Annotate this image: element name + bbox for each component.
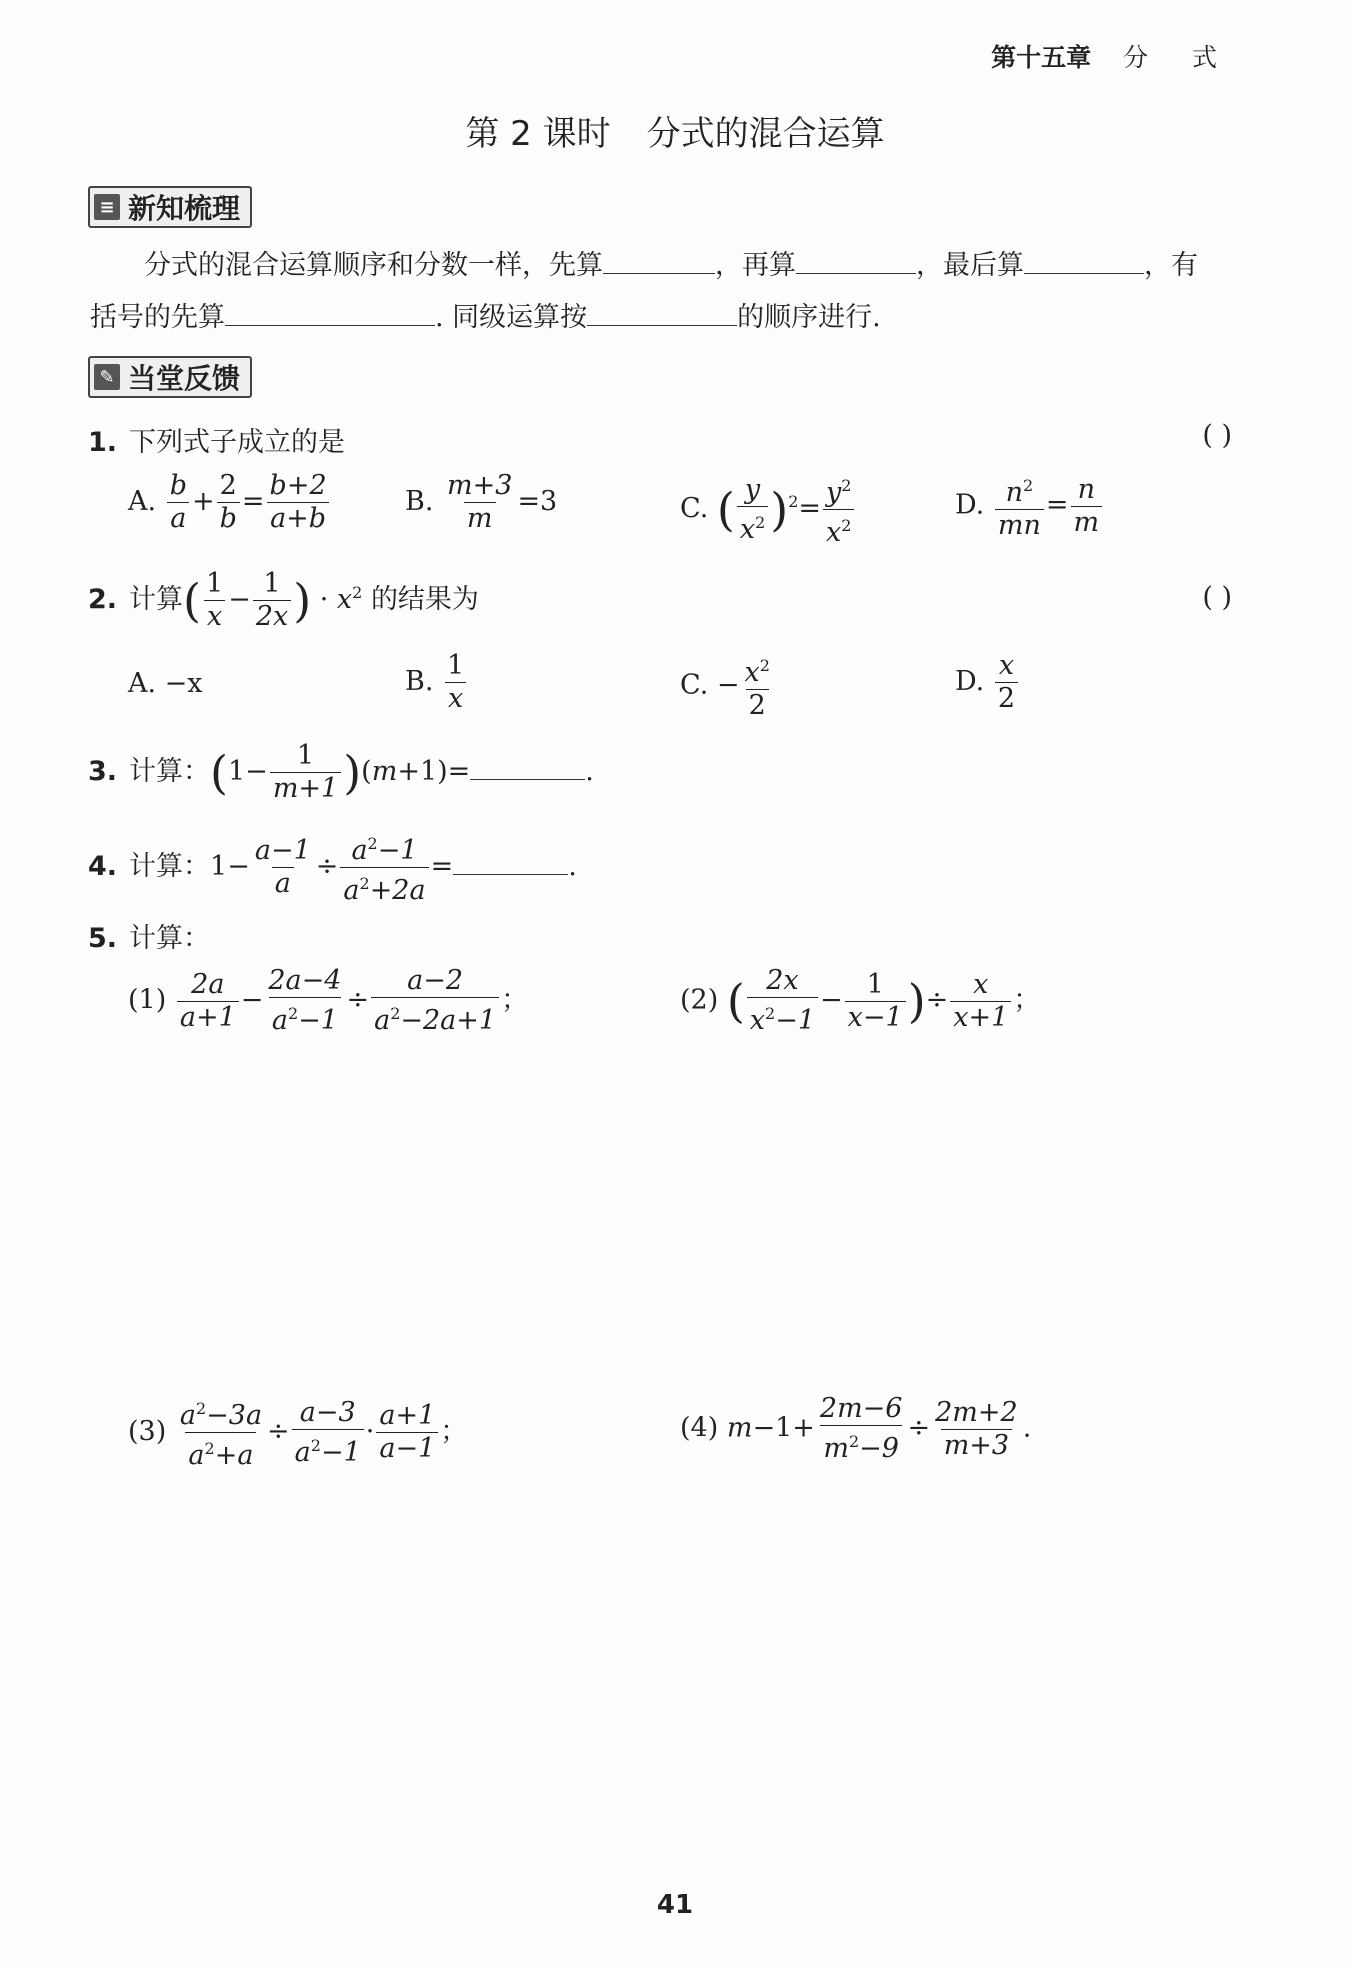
q2-option-a[interactable] <box>128 668 203 699</box>
pencil-icon: ✎ <box>94 364 120 390</box>
section-new-knowledge <box>88 186 252 228</box>
question-text: 的结果为 <box>370 584 479 615</box>
q2-option-b[interactable] <box>405 650 469 715</box>
running-header <box>991 38 1235 74</box>
fraction: $\frac{a-3}{a^2-1}$ <box>292 1397 364 1469</box>
text: ，有 <box>1144 250 1198 281</box>
q2-option-c[interactable] <box>680 650 775 722</box>
q1-option-d[interactable]: D. $\frac{n^2}{mn}$ = $\frac{n}{m}$ <box>955 470 1104 542</box>
option-label: D. <box>955 489 985 521</box>
question-text: 下列式子成立的是 <box>129 427 346 458</box>
text: 的顺序进行. <box>737 302 881 333</box>
fraction: $\frac{2a-4}{a^2-1}$ <box>268 965 342 1036</box>
fraction: $\frac{m+3}{m}$ <box>447 470 513 534</box>
fraction: $\frac{a^2-3a}{a^2+a}$ <box>179 1399 263 1471</box>
page-number: 41 <box>656 1890 694 1920</box>
question-number: 3. <box>88 756 118 787</box>
fraction: $\frac{1}{x}$ <box>444 650 467 715</box>
option-label: A. <box>128 486 157 517</box>
fraction: $\frac{x}{2}$ <box>995 650 1018 715</box>
section-label: 新知梳理 <box>128 192 241 225</box>
answer-blank[interactable] <box>603 249 715 274</box>
q2-option-d[interactable] <box>955 650 1020 715</box>
text: 分式的混合运算顺序和分数一样，先算 <box>144 250 603 281</box>
question-2: 2. 计算( $\frac{1}{x}$ − $\frac{1}{2x}$ ) · $x^2$ 的结果为 <box>88 568 479 632</box>
part-label: (1) <box>128 984 167 1016</box>
answer-blank[interactable] <box>470 755 585 780</box>
question-text: 计算： <box>129 923 211 954</box>
fraction: $\frac{2a}{a+1}$ <box>177 969 239 1034</box>
fraction: $\frac{1}{2x}$ <box>253 568 291 633</box>
fraction: $\frac{1}{x}$ <box>203 568 226 633</box>
fraction: $\frac{a^2-1}{a^2+2a}$ <box>340 828 428 907</box>
q1-option-b[interactable]: B. $\frac{m+3}{m}$ =3 <box>405 470 558 534</box>
option-label: D. <box>955 666 985 697</box>
question-4: 4. 计算：1− $\frac{a-1}{a}$ ÷ $\frac{a^2-1}{a^2+2a}$ = . <box>88 828 577 907</box>
answer-blank[interactable] <box>225 301 435 326</box>
fraction: $\frac{a+1}{a-1}$ <box>376 1400 438 1465</box>
option-label: B. <box>405 666 434 697</box>
question-number: 2. <box>88 584 118 615</box>
fraction: $\frac{2m-6}{m^2-9}$ <box>819 1393 903 1464</box>
answer-blank[interactable] <box>796 249 916 274</box>
q1-option-a[interactable]: A. $\frac{b}{a}$ + $\frac{2}{b}$ = $\frac{b+2}{a+b}$ <box>128 470 332 535</box>
option-label: B. <box>405 486 434 517</box>
fraction: $\frac{b+2}{a+b}$ <box>267 470 330 535</box>
fraction: $\frac{2x}{x^2-1}$ <box>747 965 818 1037</box>
fraction: $\frac{y}{x^2}$ <box>737 474 768 546</box>
chapter-label: 第十五章 <box>991 43 1092 72</box>
answer-blank[interactable] <box>1024 249 1144 274</box>
lesson-name: 分式的混合运算 <box>646 114 885 154</box>
fraction: $\frac{x}{x+1}$ <box>950 969 1011 1034</box>
page-title <box>0 106 1350 155</box>
topic-label: 分 式 <box>1123 43 1235 72</box>
q1-option-c[interactable]: C. ( $\frac{y}{x^2}$ )$^2$= $\frac{y^2}{x^2}$ <box>680 470 856 549</box>
answer-blank[interactable] <box>587 301 737 326</box>
part-label: (4) <box>680 1412 719 1444</box>
option-label: C. <box>680 493 709 524</box>
fraction: $\frac{a-1}{a}$ <box>254 835 311 899</box>
question-text: 计算： <box>129 756 211 787</box>
question-text: 计算 <box>129 584 184 615</box>
question-3: 3. 计算：(1− $\frac{1}{m+1}$ )(m+1)= . <box>88 740 594 804</box>
option-label: A. −x <box>128 668 203 699</box>
fraction: $\frac{2m+2}{m+3}$ <box>935 1396 1018 1461</box>
part-label: (3) <box>128 1416 167 1447</box>
lesson-number: 第 2 课时 <box>465 114 611 154</box>
question-number: 4. <box>88 851 118 882</box>
fraction: $\frac{n}{m}$ <box>1071 474 1103 539</box>
fraction: $\frac{1}{m+1}$ <box>270 740 341 805</box>
text: ，再算 <box>715 250 796 281</box>
fraction: $\frac{2}{b}$ <box>217 470 240 535</box>
fraction: $\frac{a-2}{a^2-2a+1}$ <box>371 965 499 1037</box>
answer-blank[interactable] <box>453 850 568 875</box>
q5-part-2: (2) ( $\frac{2x}{x^2-1}$ − $\frac{1}{x-1}$ )÷ $\frac{x}{x+1}$ ； <box>680 965 1041 1036</box>
section-feedback <box>88 356 252 398</box>
answer-bracket[interactable]: ( ) <box>1202 582 1232 613</box>
fraction: $\frac{y^2}{x^2}$ <box>823 470 854 549</box>
fraction: $\frac{b}{a}$ <box>167 470 190 535</box>
question-text: 计算： <box>129 851 211 882</box>
book-icon: ≡ <box>94 194 120 220</box>
section-label: 当堂反馈 <box>128 362 241 395</box>
question-number: 1. <box>88 427 118 458</box>
fraction: $\frac{1}{x-1}$ <box>845 969 906 1034</box>
question-1 <box>88 420 345 459</box>
text: 括号的先算 <box>90 302 225 333</box>
text: . 同级运算按 <box>435 302 588 333</box>
q5-part-4: (4) m−1+ $\frac{2m-6}{m^2-9}$ ÷ $\frac{2m+2}{m+3}$ . <box>680 1393 1032 1464</box>
knowledge-paragraph <box>90 240 1240 344</box>
question-5 <box>88 916 210 955</box>
text: ，最后算 <box>916 250 1024 281</box>
fraction: $\frac{n^2}{mn}$ <box>995 470 1044 542</box>
fraction: $\frac{x^2}{2}$ <box>744 656 770 721</box>
q5-part-1: (1) $\frac{2a}{a+1}$ − $\frac{2a-4}{a^2-1}$ ÷ $\frac{a-2}{a^2-2a+1}$ ； <box>128 965 529 1036</box>
answer-bracket[interactable]: ( ) <box>1202 420 1232 451</box>
part-label: (2) <box>680 984 719 1016</box>
option-label: C. − <box>680 669 740 701</box>
q5-part-3: (3) $\frac{a^2-3a}{a^2+a}$ ÷ $\frac{a-3}{a^2-1}$ · $\frac{a+1}{a-1}$ ； <box>128 1393 467 1472</box>
question-number: 5. <box>88 923 118 954</box>
